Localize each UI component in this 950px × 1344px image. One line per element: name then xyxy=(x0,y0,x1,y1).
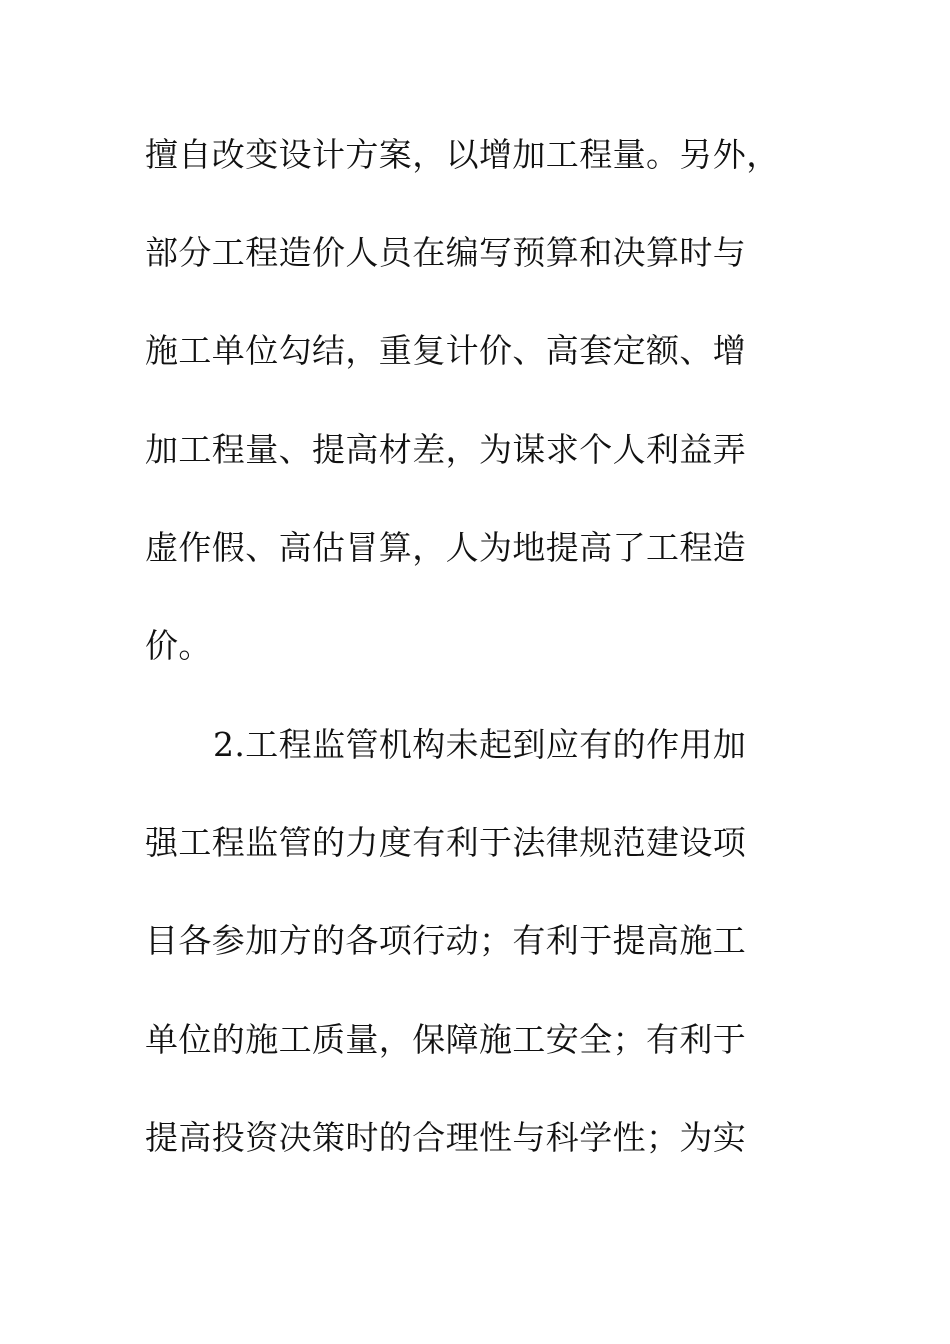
text-line-9: 目各参加方的各项行动；有利于提高施工 xyxy=(145,921,747,960)
section-heading: 2.工程监管机构未起到应有的作用加 xyxy=(213,725,747,764)
text-line-8: 强工程监管的力度有利于法律规范建设项 xyxy=(145,823,747,862)
text-line-11: 提高投资决策时的合理性与科学性；为实 xyxy=(145,1118,747,1157)
text-line-10: 单位的施工质量，保障施工安全；有利于 xyxy=(145,1020,747,1059)
text-line-2: 部分工程造价人员在编写预算和决算时与 xyxy=(145,233,747,272)
text-line-4: 加工程量、提高材差，为谋求个人利益弄 xyxy=(145,430,747,469)
text-line-5: 虚作假、高估冒算，人为地提高了工程造 xyxy=(145,528,747,567)
text-line-6: 价。 xyxy=(145,626,212,665)
text-line-1: 擅自改变设计方案，以增加工程量。另外， xyxy=(145,135,780,174)
text-line-3: 施工单位勾结，重复计价、高套定额、增 xyxy=(145,331,747,370)
